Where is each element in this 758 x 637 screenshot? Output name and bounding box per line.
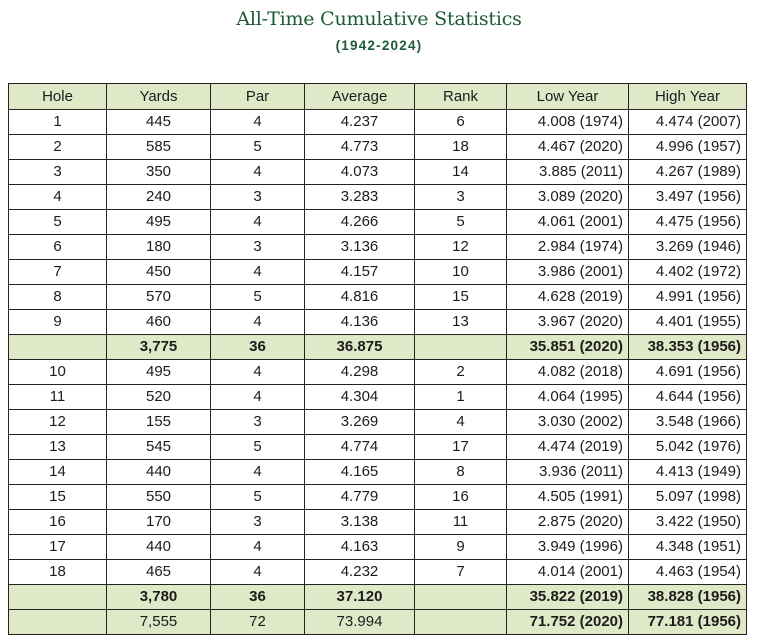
cell-par: 4 [211,160,305,185]
cell-rank: 12 [415,235,507,260]
cell-high-year: 4.402 (1972) [629,260,747,285]
cell-average: 73.994 [305,610,415,635]
cell-average: 4.157 [305,260,415,285]
cell-average: 4.237 [305,110,415,135]
cell-hole: 15 [9,485,107,510]
table-row [9,110,747,135]
cell-average: 4.298 [305,360,415,385]
cell-rank: 8 [415,460,507,485]
cell-average: 37.120 [305,585,415,610]
cell-rank [415,610,507,635]
cell-par: 3 [211,410,305,435]
cell-low-year: 35.822 (2019) [507,585,629,610]
cell-high-year: 4.991 (1956) [629,285,747,310]
cell-par: 36 [211,585,305,610]
cell-rank: 18 [415,135,507,160]
cell-low-year: 4.505 (1991) [507,485,629,510]
cell-average: 4.165 [305,460,415,485]
cell-high-year: 77.181 (1956) [629,610,747,635]
cell-rank: 9 [415,535,507,560]
cell-average: 3.269 [305,410,415,435]
cell-yards: 440 [107,460,211,485]
cell-low-year: 4.474 (2019) [507,435,629,460]
grand-total-row [9,610,747,635]
cell-average: 4.816 [305,285,415,310]
cell-par: 3 [211,185,305,210]
cell-high-year: 3.422 (1950) [629,510,747,535]
cell-hole: 8 [9,285,107,310]
cell-yards: 240 [107,185,211,210]
cell-yards: 570 [107,285,211,310]
cell-par: 5 [211,135,305,160]
header-yards: Yards [107,84,211,110]
cell-average: 3.283 [305,185,415,210]
cell-high-year: 4.691 (1956) [629,360,747,385]
cell-hole: 9 [9,310,107,335]
cell-high-year: 3.269 (1946) [629,235,747,260]
cell-low-year: 3.885 (2011) [507,160,629,185]
cell-average: 4.774 [305,435,415,460]
table-row [9,260,747,285]
cell-yards: 3,775 [107,335,211,360]
cell-low-year: 4.628 (2019) [507,285,629,310]
table-row [9,160,747,185]
cell-low-year: 3.030 (2002) [507,410,629,435]
cell-par: 3 [211,510,305,535]
cell-yards: 445 [107,110,211,135]
cell-par: 4 [211,560,305,585]
cell-low-year: 4.014 (2001) [507,560,629,585]
cell-rank: 4 [415,410,507,435]
cell-low-year: 4.082 (2018) [507,360,629,385]
cell-par: 36 [211,335,305,360]
cell-yards: 545 [107,435,211,460]
cell-average: 4.232 [305,560,415,585]
cell-par: 4 [211,260,305,285]
cell-hole [9,610,107,635]
header-low-year: Low Year [507,84,629,110]
cell-yards: 585 [107,135,211,160]
table-row [9,210,747,235]
cell-average: 4.136 [305,310,415,335]
cell-yards: 460 [107,310,211,335]
table-row [9,435,747,460]
cell-average: 3.136 [305,235,415,260]
header-par: Par [211,84,305,110]
table-row [9,485,747,510]
table-row [9,285,747,310]
cell-rank: 13 [415,310,507,335]
cell-high-year: 4.475 (1956) [629,210,747,235]
table-row [9,510,747,535]
cell-rank: 7 [415,560,507,585]
cell-rank [415,585,507,610]
cell-low-year: 3.936 (2011) [507,460,629,485]
cell-average: 36.875 [305,335,415,360]
cell-hole [9,335,107,360]
cell-hole: 10 [9,360,107,385]
cell-rank: 10 [415,260,507,285]
cell-low-year: 3.089 (2020) [507,185,629,210]
cell-average: 4.304 [305,385,415,410]
cell-hole: 6 [9,235,107,260]
table-row [9,310,747,335]
cell-hole: 18 [9,560,107,585]
cell-par: 4 [211,360,305,385]
cell-hole: 13 [9,435,107,460]
cell-par: 4 [211,385,305,410]
cell-rank: 3 [415,185,507,210]
cell-hole: 2 [9,135,107,160]
cell-hole: 16 [9,510,107,535]
cell-par: 4 [211,310,305,335]
cell-yards: 520 [107,385,211,410]
cell-low-year: 4.061 (2001) [507,210,629,235]
page-title: All-Time Cumulative Statistics [236,8,522,30]
cell-yards: 350 [107,160,211,185]
cell-rank: 6 [415,110,507,135]
cell-average: 3.138 [305,510,415,535]
cell-par: 4 [211,110,305,135]
header-average: Average [305,84,415,110]
table-row [9,385,747,410]
cell-low-year: 3.967 (2020) [507,310,629,335]
cell-low-year: 2.984 (1974) [507,235,629,260]
table-body [9,110,747,635]
cell-low-year: 35.851 (2020) [507,335,629,360]
cell-hole: 5 [9,210,107,235]
cell-rank: 2 [415,360,507,385]
table-row [9,185,747,210]
cell-par: 4 [211,535,305,560]
cell-high-year: 4.644 (1956) [629,385,747,410]
cell-yards: 465 [107,560,211,585]
cell-yards: 440 [107,535,211,560]
cell-high-year: 38.828 (1956) [629,585,747,610]
cell-par: 5 [211,485,305,510]
cell-average: 4.163 [305,535,415,560]
cell-yards: 180 [107,235,211,260]
cell-hole: 11 [9,385,107,410]
cell-rank: 1 [415,385,507,410]
cell-yards: 450 [107,260,211,285]
cell-yards: 495 [107,360,211,385]
cell-high-year: 4.413 (1949) [629,460,747,485]
cell-low-year: 4.008 (1974) [507,110,629,135]
cell-par: 3 [211,235,305,260]
cell-hole: 17 [9,535,107,560]
cell-average: 4.773 [305,135,415,160]
cell-yards: 7,555 [107,610,211,635]
cell-low-year: 4.064 (1995) [507,385,629,410]
cell-high-year: 4.348 (1951) [629,535,747,560]
header-high-year: High Year [629,84,747,110]
cell-high-year: 4.267 (1989) [629,160,747,185]
cell-high-year: 3.497 (1956) [629,185,747,210]
table-row [9,135,747,160]
cell-yards: 495 [107,210,211,235]
cell-hole: 7 [9,260,107,285]
cell-par: 4 [211,210,305,235]
cell-rank: 17 [415,435,507,460]
table-row [9,410,747,435]
table-row [9,360,747,385]
cell-low-year: 4.467 (2020) [507,135,629,160]
cell-high-year: 4.401 (1955) [629,310,747,335]
cell-hole: 14 [9,460,107,485]
cell-rank: 16 [415,485,507,510]
cell-hole [9,585,107,610]
cell-hole: 3 [9,160,107,185]
cell-high-year: 5.042 (1976) [629,435,747,460]
cell-yards: 3,780 [107,585,211,610]
table-row [9,560,747,585]
statistics-table [8,83,747,635]
cell-low-year: 3.949 (1996) [507,535,629,560]
cell-high-year: 4.996 (1957) [629,135,747,160]
cell-yards: 550 [107,485,211,510]
cell-hole: 4 [9,185,107,210]
cell-low-year: 2.875 (2020) [507,510,629,535]
cell-high-year: 38.353 (1956) [629,335,747,360]
cell-par: 5 [211,285,305,310]
table-row [9,535,747,560]
cell-low-year: 3.986 (2001) [507,260,629,285]
cell-rank: 15 [415,285,507,310]
back-nine-total-row [9,585,747,610]
cell-high-year: 5.097 (1998) [629,485,747,510]
cell-rank: 14 [415,160,507,185]
table-row [9,235,747,260]
page-subtitle: (1942-2024) [335,38,423,53]
header-rank: Rank [415,84,507,110]
cell-high-year: 4.463 (1954) [629,560,747,585]
cell-par: 5 [211,435,305,460]
table-row [9,460,747,485]
cell-par: 72 [211,610,305,635]
cell-high-year: 4.474 (2007) [629,110,747,135]
cell-rank: 5 [415,210,507,235]
cell-average: 4.073 [305,160,415,185]
header-hole: Hole [9,84,107,110]
cell-yards: 170 [107,510,211,535]
cell-hole: 1 [9,110,107,135]
cell-low-year: 71.752 (2020) [507,610,629,635]
front-nine-total-row [9,335,747,360]
cell-yards: 155 [107,410,211,435]
cell-rank [415,335,507,360]
cell-average: 4.266 [305,210,415,235]
header-row [9,84,747,110]
cell-average: 4.779 [305,485,415,510]
cell-par: 4 [211,460,305,485]
cell-rank: 11 [415,510,507,535]
cell-high-year: 3.548 (1966) [629,410,747,435]
cell-hole: 12 [9,410,107,435]
